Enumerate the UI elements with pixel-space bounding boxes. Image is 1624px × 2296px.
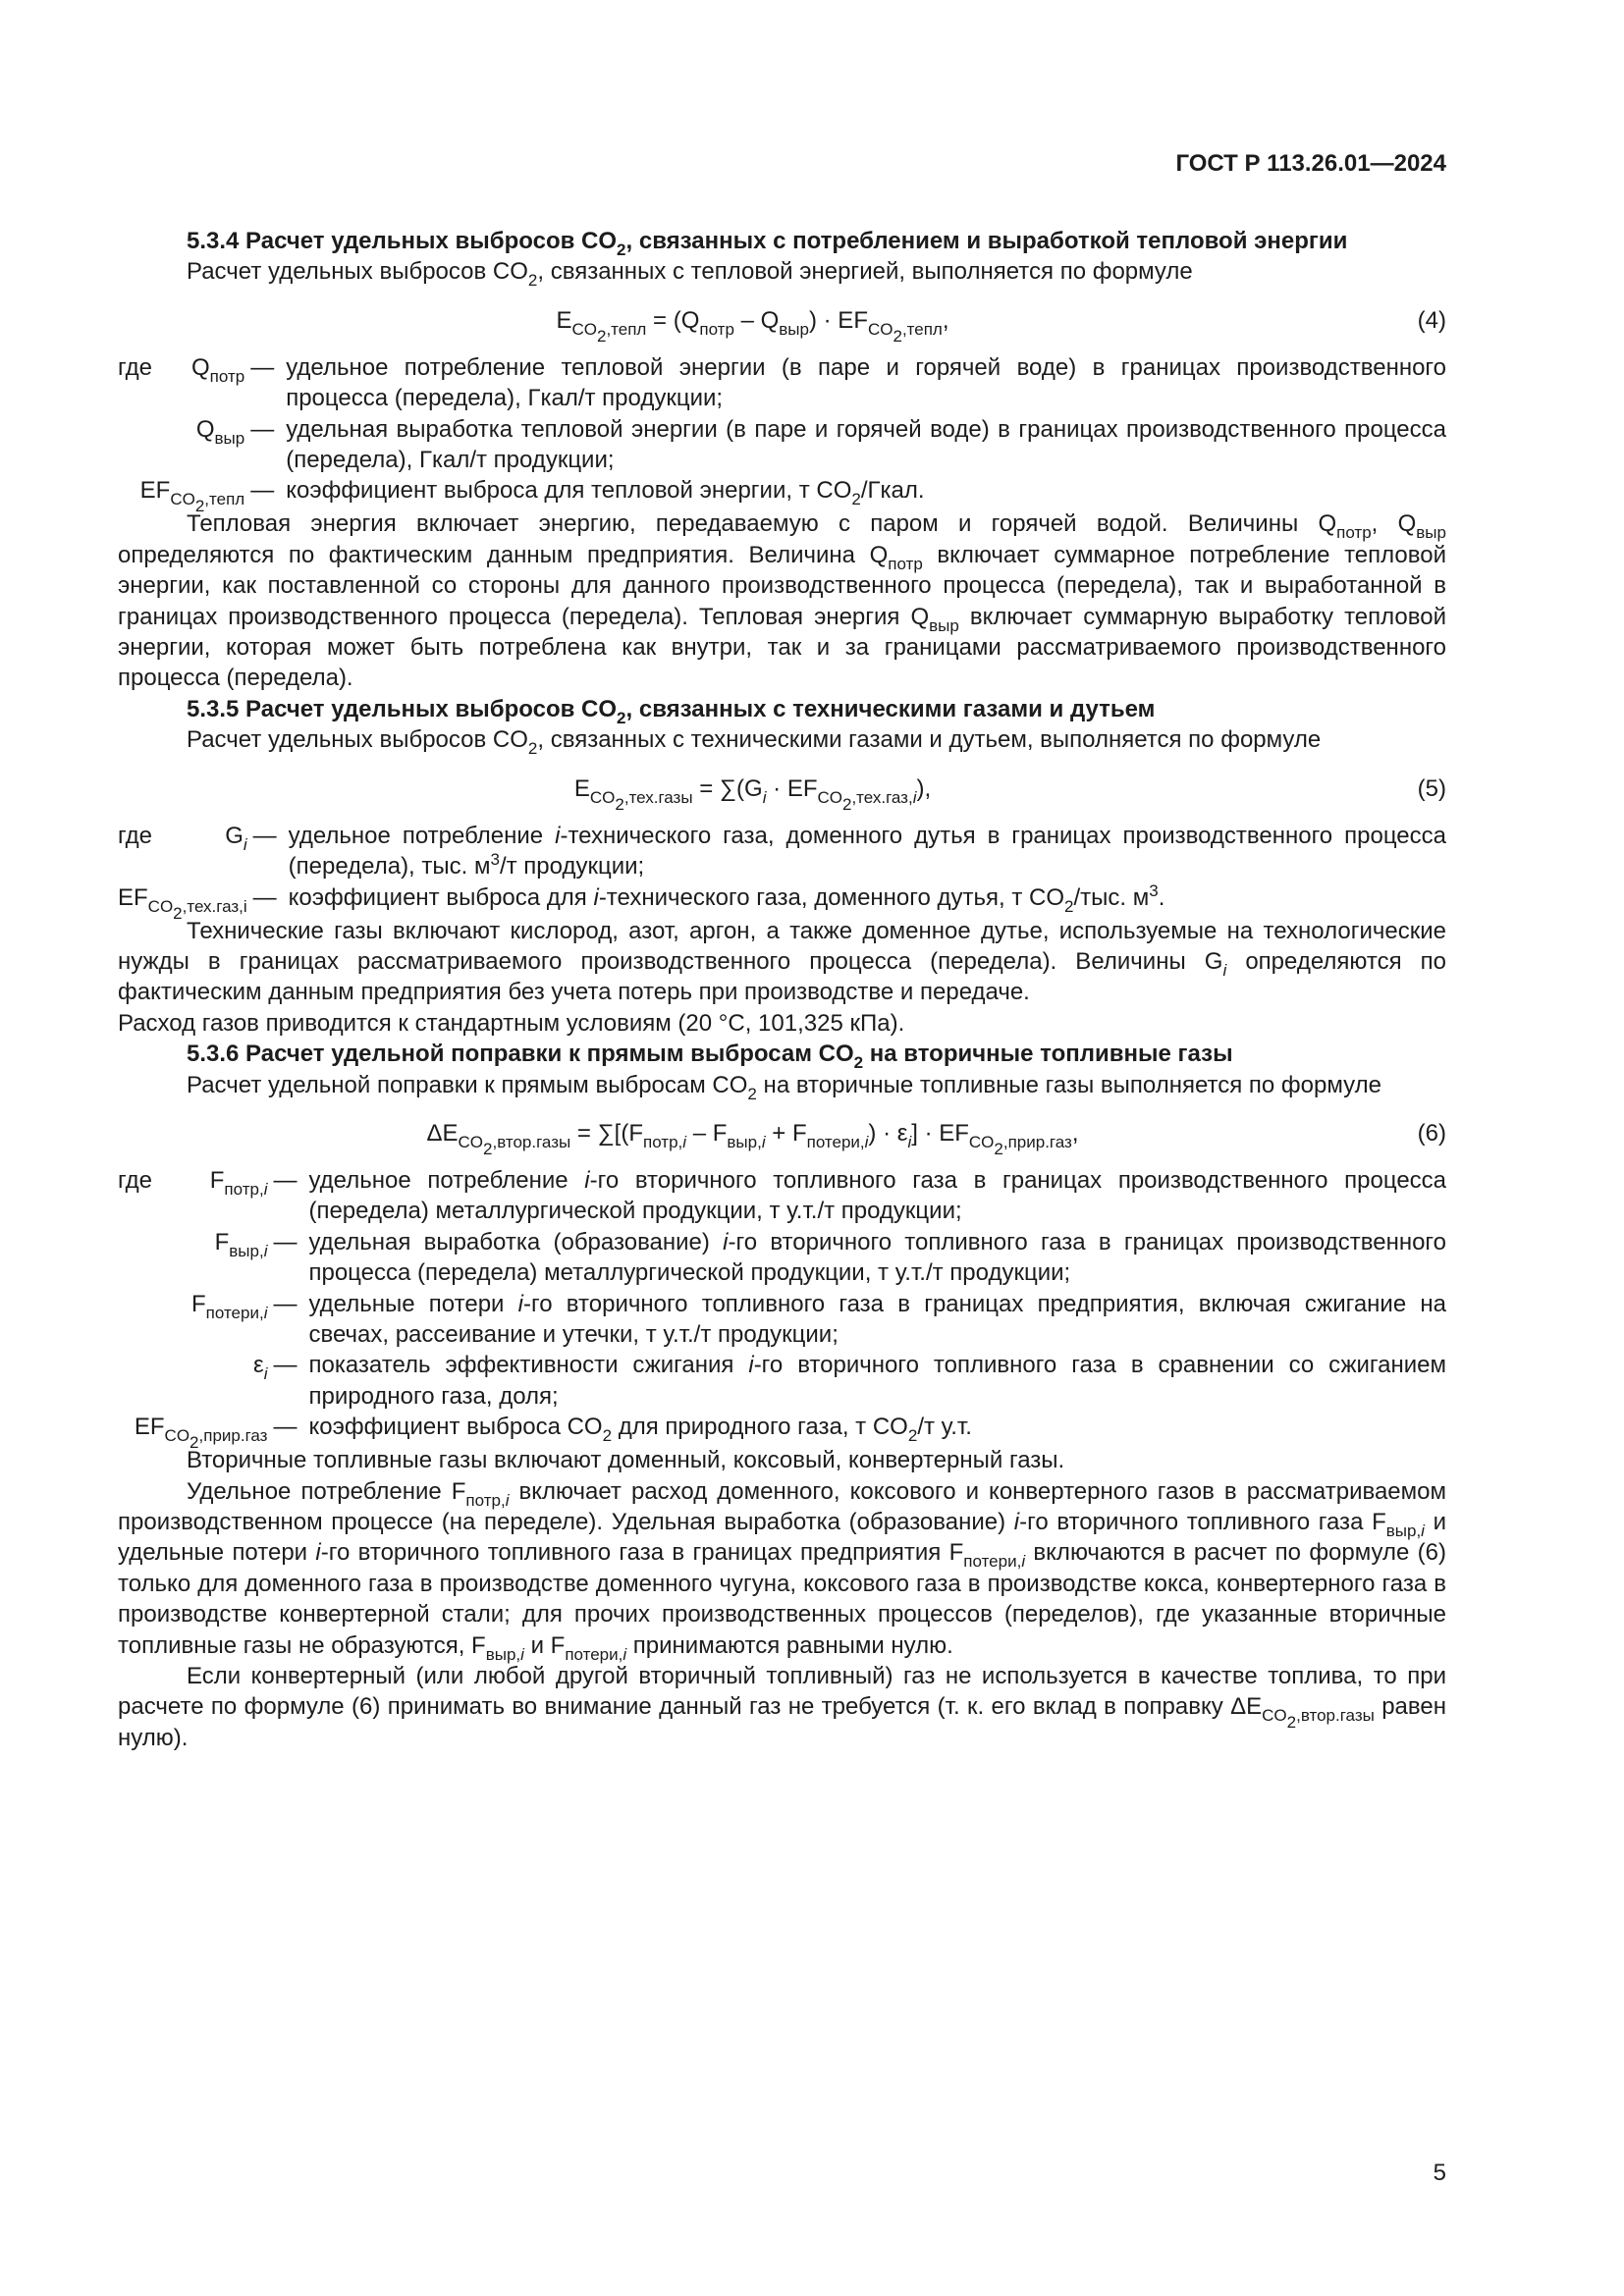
symbol-f-potr: $F_{потр,i}$ <box>209 1166 268 1199</box>
section-5-3-6-paragraph-2: Удельное потребление $F_{потр,i}$ включает расход доменного, коксового и конвертерного газов в рассматриваемом производственном процессе (на переделе). Удельная выработка (образование) i-го вторичного топливного газа $F_{выр,i}$ и удельные потери i-го вторичного топливного газа в границах предприятия $F_{потери,i}$ включаются в расчет по формуле (6) только для доменного газа в производстве доменного чугуна, коксового газа в производстве кокса, конвертерного газа в производстве конвертерной стали; для прочих производственных процессов (переделов), где указанные вторичные топливные газы не образуются, $F_{выр,i}$ и $F_{потери,i}$ принимаются равными нулю. <box>118 1477 1447 1664</box>
symbol-ef-prir: $EF_{CO_2,прир.газ}$ <box>134 1414 268 1453</box>
section-5-3-5-paragraph-2: Расход газов приводится к стандартным условиям (20 °С, 101,325 кПа). <box>118 1009 905 1037</box>
definition-g-i: удельное потребление i-технического газа, доменного дутья в границах производственного процесса (передела), тыс. $м^3/т$ продукции; <box>288 822 1447 881</box>
definition-ef-prir: коэффициент выброса $CO_2$ для природного газа, т $CO_2/т$ у.т. <box>308 1414 972 1446</box>
section-5-3-5-heading: 5.3.5 Расчет удельных выбросов $CO_2$, связанных с техническими газами и дутьем <box>187 695 1156 727</box>
section-5-3-4-heading: 5.3.4 Расчет удельных выбросов $CO_2$, связанных с потреблением и выработкой тепловой энергии <box>187 228 1348 259</box>
formula-4-definitions: где $Q_{потр}$ — удельное потребление тепловой энергии (в паре и горячей воде) в границах производственного процесса (передела), Гкал/т продукции; $Q_{выр}$ — удельная выработка тепловой энергии (в паре и горячей воде) в границах производственного процесса (передела), Гкал/т продукции; $EF_{CO_2,тепл}$ — коэффициент выброса для тепловой энергии, т $CO_2$/Гкал. <box>118 353 1446 516</box>
definition-q-vyr: удельная выработка тепловой энергии (в паре и горячей воде) в границах производственного процесса (передела), Гкал/т продукции; <box>286 415 1446 474</box>
where-label: где <box>118 822 153 849</box>
formula-4-number: (4) <box>1417 306 1446 334</box>
formula-4-expression: $E_{CO_2,тепл} = (Q_{потр} - Q_{выр}) \cdot EF_{CO_2,тепл}$, <box>556 306 949 346</box>
standard-designation: ГОСТ Р 113.26.01—2024 <box>1175 150 1446 177</box>
definition-f-poteri: удельные потери i-го вторичного топливного газа в границах предприятия, включая сжигание на свечах, рассеивание и утечки, т у.т./т продукции; <box>308 1290 1447 1348</box>
section-5-3-6-paragraph-3: Если конвертерный (или любой другой вторичный топливный) газ не используется в качестве топлива, то при расчете по формуле (6) принимать во внимание данный газ не требуется (т. к. его вклад в поправку $\Delta E_{CO_2,втор.газы}$ равен нулю). <box>118 1663 1446 1752</box>
page-content <box>118 226 1446 1754</box>
definition-ef-tepl: коэффициент выброса для тепловой энергии, т $CO_2$/Гкал. <box>286 477 925 509</box>
symbol-f-poteri: $F_{потери,i}$ <box>191 1290 268 1322</box>
symbol-q-vyr: $Q_{выр}$ <box>195 415 245 448</box>
symbol-g-i: $G_i$ <box>225 822 247 854</box>
formula-6 <box>118 1118 1446 1158</box>
formula-5-definitions: где $G_i$ — удельное потребление i-технического газа, доменного дутья в границах производственного процесса (передела), тыс. $м^3/т$ продукции; $EF_{CO_2,тех.газ,i}$ — коэффициент выброса для i-технического газа, доменного дутья, т $CO_2$/тыс. $м^3$. <box>118 822 1447 923</box>
section-5-3-5-paragraph-1: Технические газы включают кислород, азот, аргон, а также доменное дутье, используемые на технологические нужды в границах рассматриваемого производственного процесса (передела). Величины $G_i$ определяются по фактическим данным предприятия без учета потерь при производстве и передаче. <box>118 917 1446 1006</box>
document-page <box>118 0 1446 2296</box>
symbol-ef-tex: $EF_{CO_2,тех.газ,i}$ <box>118 883 247 923</box>
section-5-3-6-heading: 5.3.6 Расчет удельной поправки к прямым выбросам $CO_2$ на вторичные топливные газы <box>187 1041 1233 1073</box>
definition-epsilon: показатель эффективности сжигания i-го вторичного топливного газа в сравнении со сжиганием природного газа, доля; <box>308 1352 1446 1410</box>
formula-6-number: (6) <box>1417 1119 1446 1147</box>
formula-6-expression: $\Delta E_{CO_2,втор.газы} = \sum[(F_{потр,i} - F_{выр,i} + F_{потери,i}) \cdot \varepsilon_i] \cdot EF_{CO_2,прир.газ}$, <box>426 1119 1079 1158</box>
section-5-3-4-paragraph: Тепловая энергия включает энергию, передаваемую с паром и горячей водой. Величины $Q_{потр}$, $Q_{выр}$ определяются по фактическим данным предприятия. Величина $Q_{потр}$ включает суммарное потребление тепловой энергии, как поставленной со стороны для данного производственного процесса (передела), так и выработанной в границах производственного процесса (передела). Тепловая энергия $Q_{выр}$ включает суммарную выработку тепловой энергии, которая может быть потреблена как внутри, так и за границами рассматриваемого производственного процесса (передела). <box>118 510 1446 692</box>
symbol-q-potr: $Q_{потр}$ <box>191 353 245 386</box>
definition-f-vyr: удельная выработка (образование) i-го вторичного топливного газа в границах производственного процесса (передела) металлургической продукции, т у.т./т продукции; <box>308 1228 1446 1287</box>
definition-f-potr: удельное потребление i-го вторичного топливного газа в границах производственного процесса (передела) металлургической продукции, т у.т./т продукции; <box>308 1166 1447 1225</box>
formula-5-number: (5) <box>1417 774 1446 802</box>
symbol-epsilon: $\varepsilon_i$ <box>252 1352 268 1384</box>
symbol-f-vyr: $F_{выр,i}$ <box>214 1228 268 1260</box>
formula-5-expression: $E_{CO_2,тех.газы} = \sum(G_i \cdot EF_{CO_2,тех.газ,i})$, <box>573 774 932 814</box>
formula-5 <box>118 774 1446 814</box>
definition-ef-tex: коэффициент выброса для i-технического газа, доменного дутья, т $CO_2$/тыс. $м^3$. <box>288 881 1165 916</box>
definition-q-potr: удельное потребление тепловой энергии (в паре и горячей воде) в границах производственного процесса (передела), Гкал/т продукции; <box>286 353 1446 412</box>
section-5-3-6-paragraph-1: Вторичные топливные газы включают доменный, коксовый, конвертерный газы. <box>187 1447 1065 1474</box>
section-5-3-4-intro: Расчет удельных выбросов $CO_2$, связанных с тепловой энергией, выполняется по формуле <box>187 258 1193 291</box>
where-label: где <box>118 1166 153 1194</box>
where-label: где <box>118 353 153 381</box>
page-number: 5 <box>1433 2160 1446 2186</box>
section-5-3-6-intro: Расчет удельной поправки к прямым выбросам $CO_2$ на вторичные топливные газы выполняется по формуле <box>187 1071 1381 1103</box>
formula-4 <box>118 305 1446 346</box>
symbol-ef-tepl: $EF_{CO_2,тепл}$ <box>139 477 245 516</box>
section-5-3-5-intro: Расчет удельных выбросов $CO_2$, связанных с техническими газами и дутьем, выполняется по формуле <box>187 726 1322 759</box>
formula-6-definitions: где $F_{потр,i}$ — удельное потребление i-го вторичного топливного газа в границах производственного процесса (передела) металлургической продукции, т у.т./т продукции; $F_{выр,i}$ — удельная выработка (образование) i-го вторичного топливного газа в границах производственного процесса (передела) металлургической продукции, т у.т./т продукции; $F_{потери,i}$ — удельные потери i-го вторичного топливного газа в границах предприятия, включая сжигание на свечах, рассеивание и утечки, т у.т./т продукции; $\varepsilon_i$ — показатель эффективности сжигания i-го вторичного топливного газа в сравнении со сжиганием природного газа, доля; $EF_{CO_2,прир.газ}$ — коэффициент выброса $CO_2$ для природного газа, т $CO_2/т$ у.т. <box>118 1166 1447 1453</box>
